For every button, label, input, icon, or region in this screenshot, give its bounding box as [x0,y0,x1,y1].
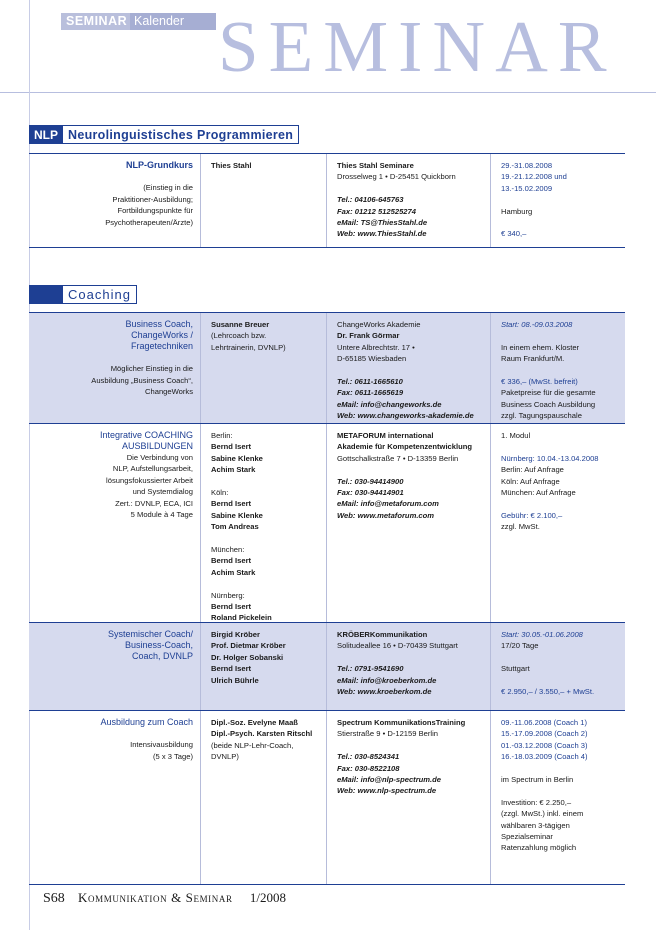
dates-cell [490,154,625,247]
page-footer [43,890,286,907]
date-line: 13.-15.02.2009 [501,183,553,193]
date-line: 01.-03.12.2008 (Coach 3) [501,740,588,750]
spacer [501,652,625,663]
organizer-address: D-65185 Wiesbaden [337,354,407,364]
section-header-nlp [29,125,299,144]
trainer-name: Susanne Breuer [211,320,270,329]
section-header-coaching [29,285,137,304]
page-number: S68 [43,891,65,906]
section-box-nlp: NLP [29,125,63,144]
trainer-name: Dipl.-Psych. Karsten Ritschl [211,729,313,739]
price-note: zzgl. MwSt. [501,522,540,532]
seminar-row-ausbildung-coach [29,711,625,884]
trainer-note: (beide NLP-Lehr-Coach, [211,740,294,750]
tag-kalender-label: Kalender [134,14,185,28]
course-title: AUSBILDUNGEN [121,441,193,451]
location: In einem ehem. Kloster [501,342,580,352]
start-date: Start: 30.05.-01.06.2008 [501,630,583,639]
organizer-name: Spectrum KommunikationsTraining [337,718,466,727]
organizer-email[interactable]: eMail: info@kroeberkom.de [337,675,437,685]
organizer-address: Solitudeallee 16 • D-70439 Stuttgart [337,641,458,651]
course-cell [33,424,193,622]
organizer-fax: Fax: 030-8522108 [337,763,400,773]
price-note: wählbaren 3-tägigen [501,820,570,830]
trainer-cell [200,711,326,884]
section-title-coaching: Coaching [63,285,137,304]
issue-number: 1/2008 [249,890,286,905]
date-line: München: Auf Anfrage [501,488,576,498]
date-line: Nürnberg: 10.04.-13.04.2008 [501,453,599,463]
location: im Spectrum in Berlin [501,775,574,785]
spacer [211,476,326,487]
city-label: München: [211,545,245,555]
spacer [33,352,193,363]
course-note: und Systemdialog [132,487,193,497]
organizer-email[interactable]: eMail: info@changeworks.de [337,399,442,409]
dates-cell [490,313,625,423]
spacer [501,785,625,796]
dates-cell [490,424,625,622]
course-note: (5 x 3 Tage) [153,751,193,761]
course-cell [33,711,193,884]
trainer-name: Bernd Isert [211,664,252,674]
organizer-web[interactable]: Web: www.nlp-spectrum.de [337,786,437,796]
duration: 17/20 Tage [501,641,539,651]
organizer-name: Thies Stahl Seminare [337,161,414,170]
spacer [337,740,490,751]
trainer-cell [200,154,326,247]
trainer-cell [200,623,326,710]
course-note: Psychotherapeuten/Ärzte) [105,217,193,227]
spacer [501,763,625,774]
trainer-name: Achim Stark [211,465,256,475]
course-note: Möglicher Einstieg in die [110,364,193,374]
organizer-address: Untere Albrechtstr. 17 • [337,342,415,352]
organizer-phone: Tel.: 030-8524341 [337,752,400,762]
organizer-address: Drosselweg 1 • D-25451 Quickborn [337,172,456,182]
spacer [501,498,625,509]
spacer [501,675,625,686]
location: Stuttgart [501,664,530,674]
trainer-name: Sabine Klenke [211,453,263,463]
date-line: 29.-31.08.2008 [501,161,553,170]
organizer-cell [326,711,490,884]
organizer-fax: Fax: 0611-1665619 [337,388,404,398]
spacer [501,330,625,341]
organizer-phone: Tel.: 04106-645763 [337,195,404,205]
divider [29,247,625,248]
trainer-name: Bernd Isert [211,602,252,612]
organizer-name: METAFORUM international [337,431,434,440]
course-note: (Einstieg in die [143,183,193,193]
organizer-phone: Tel.: 0791-9541690 [337,664,404,674]
course-cell [33,623,193,710]
course-title: Fragetechniken [130,341,193,351]
spacer [501,365,625,376]
course-note: 5 Module à 4 Tage [130,510,193,520]
trainer-name: Tom Andreas [211,522,259,532]
course-title: Systemischer Coach/ [107,629,193,639]
trainer-cell [200,313,326,423]
course-note: Praktitioner-Ausbildung; [112,194,193,204]
date-line: Berlin: Auf Anfrage [501,465,564,475]
seminar-row-business-coach [29,313,625,423]
seminar-row-systemischer-coach [29,623,625,710]
course-note: Fortbildungspunkte für [117,206,193,216]
dates-cell [490,623,625,710]
city-label: Berlin: [211,431,233,440]
organizer-email[interactable]: eMail: info@nlp-spectrum.de [337,775,442,785]
organizer-phone: Tel.: 0611-1665610 [337,377,403,387]
trainer-name: Roland Pickelein [211,613,272,623]
trainer-note: (Lehrcoach bzw. [211,331,267,341]
spacer [337,652,490,663]
seminar-kalender-tag [61,13,216,30]
course-title: Business Coach, [125,319,193,329]
organizer-cell [326,424,490,622]
organizer-web[interactable]: Web: www.ThiesStahl.de [337,229,427,239]
course-title: Ausbildung zum Coach [100,717,193,727]
trainer-name: Bernd Isert [211,499,252,509]
magazine-name: Kommunikation & Seminar [78,890,233,905]
section-box-coaching [29,285,63,304]
organizer-phone: Tel.: 030-94414900 [337,476,404,486]
course-title: Integrative COACHING [99,430,193,440]
organizer-email[interactable]: eMail: TS@ThiesStahl.de [337,218,428,228]
dates-cell [490,711,625,884]
course-note: ChangeWorks [145,387,193,397]
trainer-name: Bernd Isert [211,556,252,566]
price-note: Ratenzahlung möglich [501,843,577,853]
location: Raum Frankfurt/M. [501,354,565,364]
trainer-name: Dipl.-Soz. Evelyne Maaß [211,718,298,727]
spacer [501,217,625,228]
trainer-name: Ulrich Bührle [211,675,259,685]
spacer [33,728,193,739]
date-line: 15.-17.09.2008 (Coach 2) [501,729,588,739]
price: € 2.950,– / 3.550,– + MwSt. [501,687,595,696]
organizer-web[interactable]: Web: www.metaforum.com [337,510,435,520]
spacer [211,578,326,589]
trainer-name: Achim Stark [211,567,256,577]
price-note: (zzgl. MwSt.) inkl. einem [501,809,584,819]
trainer-name: Prof. Dietmar Kröber [211,641,286,651]
organizer-fax: Fax: 030-94414901 [337,488,404,498]
seminar-row-nlp-grundkurs [29,154,625,247]
tag-kalender-box [130,13,216,30]
spacer [33,171,193,182]
price-note: Paketpreise für die gesamte [501,388,596,398]
trainer-note: Lehrtrainerin, DVNLP) [211,342,286,352]
date-line: 19.-21.12.2008 und [501,172,567,182]
course-title: Coach, DVNLP [131,651,193,661]
organizer-web[interactable]: Web: www.kroeberkom.de [337,687,432,697]
start-date: Start: 08.-09.03.2008 [501,320,573,329]
trainer-name: Thies Stahl [211,161,252,170]
price: Gebühr: € 2.100,– [501,510,563,520]
organizer-cell [326,313,490,423]
organizer-web[interactable]: Web: www.changeworks-akademie.de [337,411,474,421]
course-title: ChangeWorks / [131,330,193,340]
organizer-subtitle: Akademie für Kompetenzentwicklung [337,442,473,452]
organizer-address: Gottschalkstraße 7 • D-13359 Berlin [337,453,459,463]
course-note: Die Verbindung von [126,453,193,462]
spacer [501,194,625,205]
organizer-email[interactable]: eMail: info@metaforum.com [337,499,439,509]
organizer-fax: Fax: 01212 512525274 [337,206,416,216]
city-label: Nürnberg: [211,590,245,600]
course-note: NLP, Aufstellungsarbeit, [112,464,193,474]
course-cell [33,313,193,423]
trainer-cell [200,424,326,622]
price-note: zzgl. Tagungspauschale [501,411,582,421]
course-note: lösungsfokussierter Arbeit [106,475,193,485]
date-line: 09.-11.06.2008 (Coach 1) [501,718,587,727]
section-title-nlp: Neurolinguistisches Programmieren [63,125,299,144]
footer-rule [29,884,625,885]
trainer-name: Sabine Klenke [211,510,263,520]
seminar-row-integrative-coaching [29,424,625,622]
date-line: Köln: Auf Anfrage [501,476,560,486]
course-title: NLP-Grundkurs [125,160,193,170]
spacer [337,183,490,194]
organizer-name: ChangeWorks Akademie [337,320,421,329]
course-note: Intensivausbildung [130,740,193,750]
organizer-cell [326,154,490,247]
price: Investition: € 2.250,– [501,797,572,807]
tag-seminar-label: SEMINAR [66,14,128,28]
page-big-title: SEMINAR [218,6,617,87]
course-note: Ausbildung „Business Coach“, [91,375,193,385]
price: € 336,– (MwSt. befreit) [501,377,578,386]
header-rule [0,92,656,93]
organizer-name: KRÖBERKommunikation [337,630,428,639]
organizer-cell [326,623,490,710]
spacer [337,365,490,376]
trainer-name: Birgid Kröber [211,630,260,639]
date-line: 16.-18.03.2009 (Coach 4) [501,752,588,762]
course-title: Business-Coach, [124,640,193,650]
course-cell [33,154,193,247]
city-label: Köln: [211,488,229,498]
location: Hamburg [501,206,533,216]
module-label: 1. Modul [501,431,531,440]
spacer [211,533,326,544]
trainer-name: Bernd Isert [211,442,252,452]
spacer [337,464,490,475]
price-note: Business Coach Ausbildung [501,399,596,409]
price-note: Spezialseminar [501,832,553,842]
price: € 340,– [501,229,527,239]
spacer [501,441,625,452]
organizer-address: Stierstraße 9 • D-12159 Berlin [337,729,438,739]
trainer-note: DVNLP) [211,752,239,762]
course-note: Zert.: DVNLP, ECA, ICI [115,498,193,508]
organizer-contact: Dr. Frank Görmar [337,331,400,341]
trainer-name: Dr. Holger Sobanski [211,652,284,662]
